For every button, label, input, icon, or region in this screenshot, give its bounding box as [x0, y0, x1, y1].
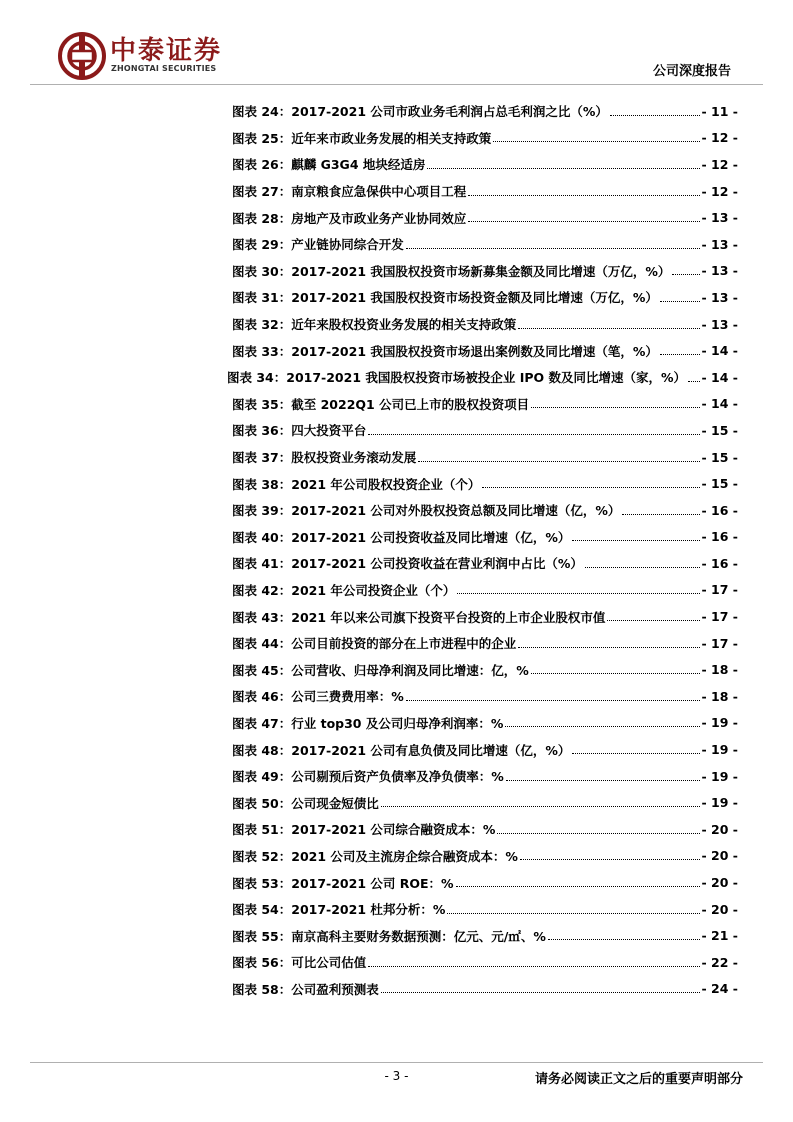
- toc-entry-page: - 20 -: [701, 821, 738, 837]
- toc-entry-page: - 11 -: [701, 103, 738, 119]
- toc-entry-page: - 15 -: [701, 449, 738, 465]
- toc-entry-label: 图表 32：近年来股权投资业务发展的相关支持政策: [232, 317, 517, 333]
- toc-entry-page: - 14 -: [701, 396, 738, 412]
- toc-entry-label: 图表 31：2017-2021 我国股权投资市场投资金额及同比增速（万亿，%）: [232, 290, 658, 306]
- toc-entry[interactable]: [232, 391, 738, 418]
- toc-entry-page: - 13 -: [701, 289, 738, 305]
- toc-entry-label: 图表 53：2017-2021 公司 ROE：%: [232, 875, 454, 891]
- toc-leader-dots: [418, 461, 699, 462]
- toc-entry[interactable]: [232, 125, 738, 152]
- toc-entry[interactable]: [232, 869, 738, 896]
- header-divider: [30, 84, 763, 85]
- toc-entry-label: 图表 39：2017-2021 公司对外股权投资总额及同比增速（亿，%）: [232, 503, 621, 519]
- toc-entry-page: - 18 -: [701, 688, 738, 704]
- toc-entry[interactable]: [232, 577, 738, 604]
- toc-entry-page: - 17 -: [701, 609, 738, 625]
- toc-entry[interactable]: [232, 98, 738, 125]
- toc-entry-label: 图表 27：南京粮食应急保供中心项目工程: [232, 184, 467, 200]
- toc-entry[interactable]: [232, 178, 738, 205]
- toc-entry-page: - 19 -: [701, 715, 738, 731]
- disclaimer-text: 请务必阅读正文之后的重要声明部分: [534, 1072, 743, 1087]
- toc-entry-page: - 24 -: [701, 981, 738, 997]
- toc-entry-page: - 16 -: [701, 502, 738, 518]
- toc-entry[interactable]: [232, 683, 738, 710]
- toc-entry-page: - 19 -: [701, 768, 738, 784]
- toc-entry[interactable]: [232, 603, 738, 630]
- toc-leader-dots: [406, 700, 700, 701]
- toc-entry-page: - 19 -: [701, 742, 738, 758]
- toc-leader-dots: [518, 647, 699, 648]
- toc-entry[interactable]: [232, 258, 738, 285]
- toc-leader-dots: [610, 115, 700, 116]
- toc-entry-label: 图表 50：公司现金短债比: [232, 795, 379, 811]
- toc-leader-dots: [505, 726, 699, 727]
- toc-leader-dots: [482, 487, 699, 488]
- toc-entry-label: 图表 30：2017-2021 我国股权投资市场新募集金额及同比增速（万亿，%）: [232, 263, 671, 279]
- toc-entry-label: 图表 38：2021 年公司股权投资企业（个）: [232, 476, 481, 492]
- toc-leader-dots: [456, 886, 700, 887]
- toc-leader-dots: [660, 354, 700, 355]
- toc-entry-label: 图表 42：2021 年公司投资企业（个）: [232, 582, 456, 598]
- page-header: [0, 0, 793, 90]
- toc-leader-dots: [368, 966, 699, 967]
- toc-leader-dots: [468, 195, 699, 196]
- toc-entry[interactable]: [232, 949, 738, 976]
- toc-leader-dots: [572, 753, 699, 754]
- toc-entry-label: 图表 25：近年来市政业务发展的相关支持政策: [232, 130, 492, 146]
- toc-entry[interactable]: [232, 470, 738, 497]
- toc-entry[interactable]: [232, 656, 738, 683]
- toc-entry-page: - 15 -: [701, 422, 738, 438]
- toc-entry-page: - 22 -: [701, 954, 738, 970]
- toc-entry-page: - 17 -: [701, 582, 738, 598]
- toc-entry[interactable]: [232, 204, 738, 231]
- toc-leader-dots: [660, 301, 700, 302]
- toc-entry[interactable]: [232, 417, 738, 444]
- toc-entry-label: 图表 26：麒麟 G3G4 地块经适房: [232, 157, 426, 173]
- toc-leader-dots: [368, 434, 699, 435]
- toc-entry-page: - 17 -: [701, 635, 738, 651]
- toc-entry-label: 图表 28：房地产及市政业务产业协同效应: [232, 210, 467, 226]
- toc-entry[interactable]: [232, 497, 738, 524]
- toc-entry-label: 图表 56：可比公司估值: [232, 955, 367, 971]
- toc-leader-dots: [518, 328, 699, 329]
- toc-entry[interactable]: [232, 630, 738, 657]
- toc-leader-dots: [447, 913, 699, 914]
- toc-entry[interactable]: [232, 922, 738, 949]
- toc-leader-dots: [520, 859, 700, 860]
- toc-leader-dots: [622, 514, 699, 515]
- brand-name-en: ZHONGTAI SECURITIES: [111, 64, 217, 73]
- toc-entry[interactable]: [227, 364, 738, 391]
- toc-entry-page: - 20 -: [701, 875, 738, 891]
- toc-entry-page: - 12 -: [701, 130, 738, 146]
- toc-entry-page: - 19 -: [701, 795, 738, 811]
- toc-entry[interactable]: [232, 710, 738, 737]
- toc-entry-label: 图表 29：产业链协同综合开发: [232, 237, 404, 253]
- table-of-figures: [227, 98, 738, 1002]
- toc-entry[interactable]: [232, 736, 738, 763]
- toc-entry-page: - 13 -: [701, 263, 738, 279]
- toc-entry-page: - 14 -: [701, 369, 738, 385]
- zhongtai-logo-icon: [58, 32, 106, 80]
- toc-entry-page: - 12 -: [701, 156, 738, 172]
- toc-entry-page: - 20 -: [701, 848, 738, 864]
- toc-entry-label: 图表 34：2017-2021 我国股权投资市场被投企业 IPO 数及同比增速（家，%）: [227, 370, 687, 386]
- toc-entry-page: - 16 -: [701, 529, 738, 545]
- toc-entry-label: 图表 54：2017-2021 杜邦分析：%: [232, 902, 446, 918]
- toc-entry-page: - 20 -: [701, 901, 738, 917]
- toc-entry[interactable]: [232, 444, 738, 471]
- footer-divider: [30, 1062, 763, 1063]
- toc-leader-dots: [506, 780, 700, 781]
- toc-leader-dots: [468, 221, 699, 222]
- toc-entry-label: 图表 49：公司剔预后资产负债率及净负债率：%: [232, 769, 504, 785]
- toc-entry[interactable]: [232, 284, 738, 311]
- toc-entry-page: - 13 -: [701, 210, 738, 226]
- toc-entry-label: 图表 58：公司盈利预测表: [232, 981, 379, 997]
- toc-entry-label: 图表 51：2017-2021 公司综合融资成本：%: [232, 822, 496, 838]
- toc-entry-label: 图表 41：2017-2021 公司投资收益在营业利润中占比（%）: [232, 556, 583, 572]
- toc-entry-page: - 16 -: [701, 555, 738, 571]
- brand-name-cn: 中泰证券: [110, 36, 223, 66]
- toc-entry-label: 图表 52：2021 公司及主流房企综合融资成本：%: [232, 848, 518, 864]
- toc-entry[interactable]: [232, 789, 738, 816]
- toc-entry-page: - 13 -: [701, 236, 738, 252]
- toc-entry[interactable]: [232, 524, 738, 551]
- toc-entry-page: - 15 -: [701, 476, 738, 492]
- toc-entry[interactable]: [232, 311, 738, 338]
- toc-leader-dots: [585, 567, 700, 568]
- toc-entry-page: - 21 -: [701, 928, 738, 944]
- toc-leader-dots: [572, 540, 699, 541]
- toc-entry-label: 图表 36：四大投资平台: [232, 423, 367, 439]
- toc-leader-dots: [381, 992, 700, 993]
- toc-entry-page: - 18 -: [701, 662, 738, 678]
- toc-entry[interactable]: [232, 896, 738, 923]
- toc-entry-label: 图表 45：公司营收、归母净利润及同比增速：亿，%: [232, 662, 529, 678]
- toc-entry[interactable]: [232, 231, 738, 258]
- toc-entry-label: 图表 55：南京高科主要财务数据预测：亿元、元/㎡、%: [232, 928, 546, 944]
- toc-entry-label: 图表 35：截至 2022Q1 公司已上市的股权投资项目: [232, 396, 530, 412]
- toc-entry-page: - 12 -: [701, 183, 738, 199]
- toc-leader-dots: [457, 593, 699, 594]
- toc-entry-label: 图表 46：公司三费费用率：%: [232, 689, 404, 705]
- toc-entry-label: 图表 37：股权投资业务滚动发展: [232, 450, 417, 466]
- toc-leader-dots: [497, 833, 699, 834]
- toc-entry[interactable]: [232, 151, 738, 178]
- toc-entry-page: - 14 -: [701, 343, 738, 359]
- page-number: - 3 -: [384, 1069, 409, 1083]
- report-type-label: 公司深度报告: [652, 64, 731, 79]
- toc-entry-label: 图表 44：公司目前投资的部分在上市进程中的企业: [232, 636, 517, 652]
- toc-entry-label: 图表 24：2017-2021 公司市政业务毛利润占总毛利润之比（%）: [232, 104, 608, 120]
- toc-leader-dots: [688, 381, 699, 382]
- toc-leader-dots: [672, 274, 699, 275]
- toc-entry-page: - 13 -: [701, 316, 738, 332]
- toc-leader-dots: [381, 806, 700, 807]
- toc-leader-dots: [427, 168, 699, 169]
- toc-entry[interactable]: [232, 550, 738, 577]
- toc-entry-label: 图表 33：2017-2021 我国股权投资市场退出案例数及同比增速（笔，%）: [232, 343, 658, 359]
- toc-leader-dots: [548, 939, 700, 940]
- toc-leader-dots: [493, 141, 699, 142]
- toc-entry-label: 图表 48：2017-2021 公司有息负债及同比增速（亿，%）: [232, 742, 571, 758]
- toc-leader-dots: [531, 407, 699, 408]
- toc-leader-dots: [531, 673, 700, 674]
- toc-entry[interactable]: [232, 763, 738, 790]
- toc-leader-dots: [406, 248, 700, 249]
- toc-entry-label: 图表 40：2017-2021 公司投资收益及同比增速（亿，%）: [232, 529, 571, 545]
- toc-entry[interactable]: [232, 816, 738, 843]
- toc-entry[interactable]: [232, 337, 738, 364]
- toc-leader-dots: [607, 620, 699, 621]
- toc-entry[interactable]: [232, 976, 738, 1003]
- toc-entry-label: 图表 47：行业 top30 及公司归母净利润率：%: [232, 715, 504, 731]
- toc-entry[interactable]: [232, 843, 738, 870]
- toc-entry-label: 图表 43：2021 年以来公司旗下投资平台投资的上市企业股权市值: [232, 609, 606, 625]
